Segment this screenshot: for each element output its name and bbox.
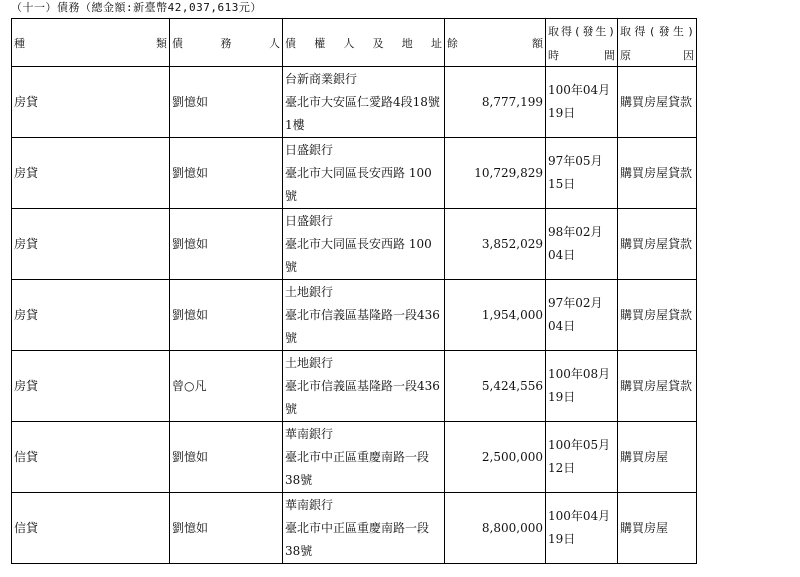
creditor-name: 土地銀行 [285,284,334,299]
table-row [12,351,697,422]
cell-reason: 購買房屋 [618,422,697,493]
cell-type: 房貸 [12,280,170,351]
header-date [546,19,618,67]
cell-type: 房貸 [12,209,170,280]
creditor-name: 華南銀行 [285,426,334,441]
cell-date: 100年08月19日 [546,351,618,422]
section-caption: （十一）債務（總金額:新臺幣42,037,613元） [11,1,262,14]
header-reason [618,19,697,67]
cell-creditor [283,209,445,280]
creditor-name: 台新商業銀行 [285,71,358,86]
table-row [12,280,697,351]
cell-reason: 購買房屋貸款 [618,351,697,422]
header-debtor: 債 務 人 [170,19,283,67]
creditor-address: 臺北市大同區長安西路 100號 [285,236,432,274]
creditor-address: 臺北市中正區重慶南路一段38號 [285,449,430,487]
cell-date: 97年05月15日 [546,138,618,209]
cell-amount: 2,500,000 [445,422,546,493]
debt-table [11,18,697,564]
cell-date: 98年02月04日 [546,209,618,280]
header-date-top: 取得(發生) [548,24,615,38]
cell-creditor [283,422,445,493]
cell-debtor: 曾○凡 [170,351,283,422]
cell-type: 房貸 [12,138,170,209]
creditor-name: 華南銀行 [285,497,334,512]
creditor-name: 日盛銀行 [285,213,334,228]
cell-date: 97年02月04日 [546,280,618,351]
cell-reason: 購買房屋 [618,493,697,564]
cell-amount: 1,954,000 [445,280,546,351]
cell-amount: 10,729,829 [445,138,546,209]
table-row [12,138,697,209]
creditor-address: 臺北市中正區重慶南路一段38號 [285,520,430,558]
cell-amount: 3,852,029 [445,209,546,280]
cell-reason: 購買房屋貸款 [618,280,697,351]
creditor-address: 臺北市信義區基隆路一段436號 [285,378,440,416]
header-reason-bottom: 原 因 [620,48,694,62]
cell-creditor [283,138,445,209]
cell-reason: 購買房屋貸款 [618,67,697,138]
creditor-name: 日盛銀行 [285,142,334,157]
table-row [12,67,697,138]
creditor-name: 土地銀行 [285,355,334,370]
table-row [12,422,697,493]
cell-creditor [283,493,445,564]
header-type: 種 類 [12,19,170,67]
cell-reason: 購買房屋貸款 [618,138,697,209]
cell-reason: 購買房屋貸款 [618,209,697,280]
header-amount: 餘 額 [445,19,546,67]
cell-amount: 8,777,199 [445,67,546,138]
table-header-row [12,19,697,67]
cell-date: 100年04月19日 [546,67,618,138]
cell-type: 房貸 [12,351,170,422]
cell-debtor: 劉憶如 [170,493,283,564]
cell-debtor: 劉憶如 [170,67,283,138]
cell-creditor [283,351,445,422]
header-date-bottom: 時 間 [548,48,615,62]
cell-amount: 5,424,556 [445,351,546,422]
cell-debtor: 劉憶如 [170,209,283,280]
creditor-address: 臺北市信義區基隆路一段436號 [285,307,440,345]
cell-debtor: 劉憶如 [170,138,283,209]
cell-amount: 8,800,000 [445,493,546,564]
table-row [12,493,697,564]
cell-type: 房貸 [12,67,170,138]
header-creditor: 債 權 人 及 地 址 [283,19,445,67]
cell-date: 100年04月19日 [546,493,618,564]
cell-date: 100年05月12日 [546,422,618,493]
creditor-address: 臺北市大同區長安西路 100號 [285,165,432,203]
cell-creditor [283,280,445,351]
cell-type: 信貸 [12,493,170,564]
cell-debtor: 劉憶如 [170,422,283,493]
creditor-address: 臺北市大安區仁愛路4段18號1樓 [285,94,440,132]
cell-type: 信貸 [12,422,170,493]
header-reason-top: 取得(發生) [620,24,694,38]
cell-debtor: 劉憶如 [170,280,283,351]
table-row [12,209,697,280]
cell-creditor [283,67,445,138]
